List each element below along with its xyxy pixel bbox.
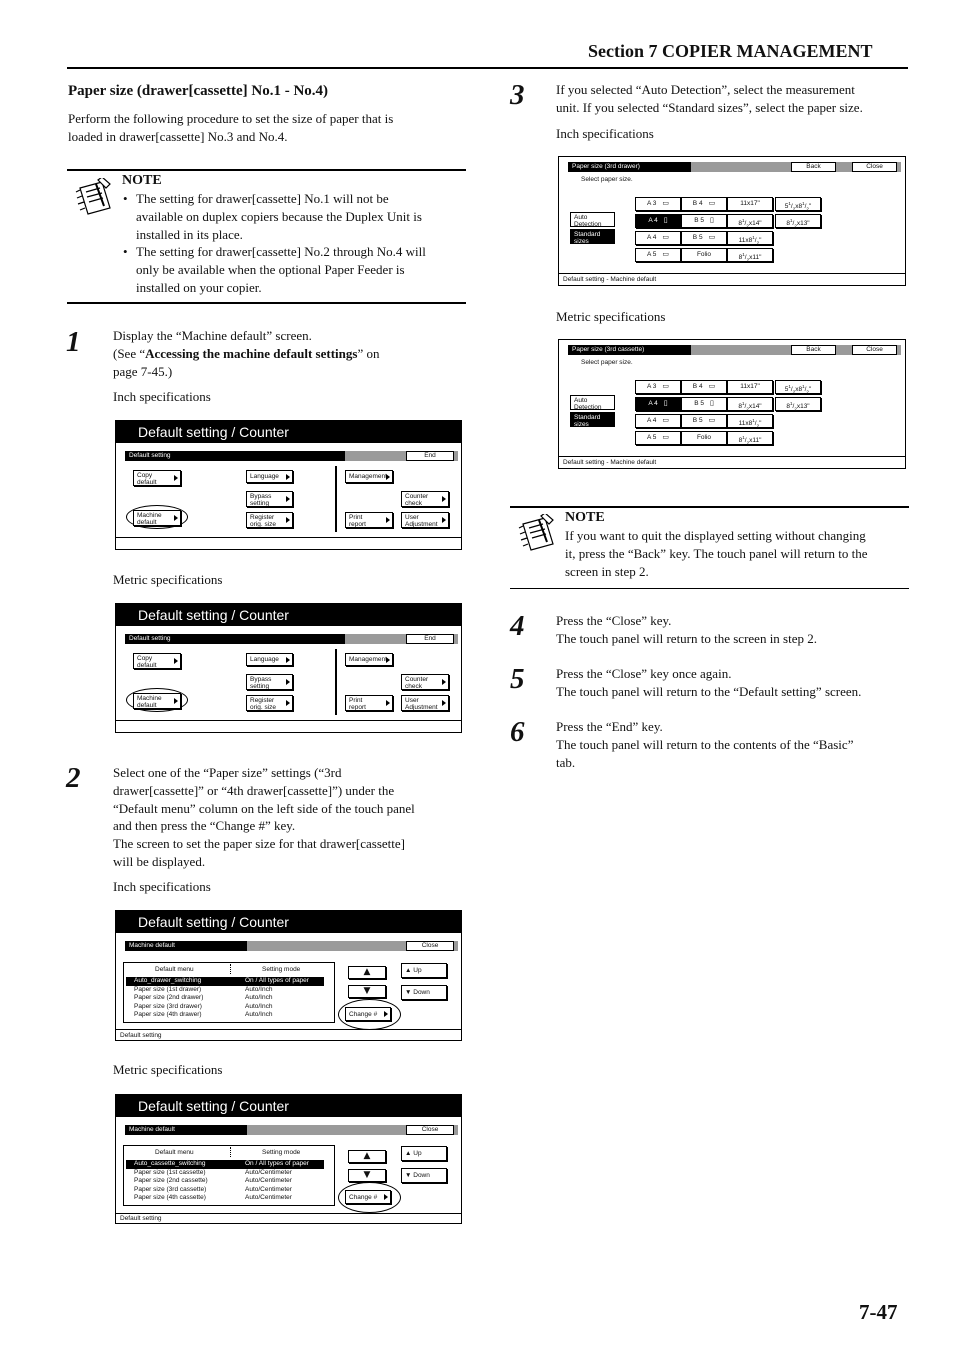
- back-button[interactable]: Back: [791, 345, 836, 355]
- note-rule-top: [510, 506, 909, 508]
- list-item[interactable]: Auto_cassette_switching On / All types of paper: [126, 1160, 324, 1169]
- screen-title: Paper size (3rd cassette): [568, 345, 691, 355]
- note-bullet: • The setting for drawer[cassette] No.2 through No.4 will only be available when the optional Paper Feeder is installed on your copier.: [122, 243, 467, 296]
- copy-default-button[interactable]: Copy default: [133, 653, 181, 669]
- size-11x17-button[interactable]: 11x17": [727, 380, 773, 394]
- step1-text: Display the “Machine default” screen. (See “Accessing the machine default settings” on page 7-45.): [113, 328, 380, 379]
- footer-line: [116, 537, 461, 538]
- counter-check-button[interactable]: Counter check: [401, 674, 449, 690]
- management-button[interactable]: Management: [345, 470, 393, 483]
- step3-text: If you selected “Auto Detection”, select the measurement unit. If you selected “Standard sizes”, select the paper size.: [556, 82, 863, 115]
- machine-default-screen-metric: [115, 1094, 462, 1224]
- section-title: Paper size (drawer[cassette] No.1 - No.4): [68, 83, 329, 99]
- size-a3-button[interactable]: A 3 ▭: [635, 197, 681, 211]
- footer-line: [559, 273, 905, 274]
- footer-line: [559, 456, 905, 457]
- landscape-paper-icon: ▭: [662, 434, 670, 441]
- column-separator: [230, 964, 231, 974]
- size-b5-button[interactable]: B 5 ▯: [681, 214, 727, 228]
- register-orig-size-button[interactable]: Register orig. size: [246, 512, 293, 528]
- close-button[interactable]: Close: [406, 941, 454, 951]
- up-arrow-icon: ▲: [405, 967, 412, 974]
- column-separator: [230, 1147, 231, 1157]
- size-a5-button[interactable]: A 5 ▭: [635, 431, 681, 445]
- landscape-paper-icon: ▭: [708, 417, 716, 424]
- size-a4-button[interactable]: A 4 ▯: [635, 214, 681, 228]
- size-b5r-button[interactable]: B 5 ▭: [681, 414, 727, 428]
- bypass-setting-button[interactable]: Bypass setting: [246, 674, 293, 690]
- divider: [335, 466, 337, 532]
- print-report-button[interactable]: Print report: [345, 512, 393, 528]
- notebook-icon: [72, 178, 116, 222]
- close-button[interactable]: Close: [406, 1125, 454, 1135]
- column-header: Default menu: [155, 966, 194, 973]
- step-number: 1: [66, 326, 81, 358]
- step-number: 4: [510, 610, 525, 642]
- list-item[interactable]: Auto_drawer_switching On / All types of paper: [126, 977, 324, 986]
- column-header: Setting mode: [262, 1149, 301, 1156]
- screen-title: Machine default: [125, 1125, 247, 1135]
- caption-metric: Metric specifications: [113, 1062, 223, 1077]
- copy-default-button[interactable]: Copy default: [133, 470, 181, 486]
- prompt-text: Select paper size.: [581, 176, 633, 183]
- list-item[interactable]: Paper size (4th drawer) Auto/Inch: [134, 1011, 273, 1018]
- prompt-text: Select paper size.: [581, 359, 633, 366]
- change-button[interactable]: Change #: [345, 1007, 391, 1021]
- footer-label: Default setting - Machine default: [563, 276, 657, 283]
- step4-text: Press the “Close” key. The touch panel will return to the screen in step 2.: [556, 613, 818, 646]
- landscape-paper-icon: ▭: [708, 200, 716, 207]
- note-rule-bottom: [510, 588, 909, 589]
- up-arrow-icon: ▲: [405, 1150, 412, 1157]
- list-item[interactable]: Paper size (2nd drawer) Auto/Inch: [134, 994, 273, 1001]
- scroll-down-arrow-icon[interactable]: ▼: [348, 985, 386, 998]
- bypass-setting-button[interactable]: Bypass setting: [246, 491, 293, 507]
- note-text: If you want to quit the displayed setting without changing it, press the “Back” key. The touch panel will return to the screen in step 2.: [565, 528, 868, 579]
- size-8half-x11-button[interactable]: $8^1/_2x11$": [727, 431, 773, 445]
- machine-default-button[interactable]: Machine default: [133, 510, 181, 526]
- page-number: 7-47: [859, 1300, 898, 1324]
- size-8half-x14-button[interactable]: $8^1/_2x14$": [727, 397, 773, 411]
- note-rule-top: [67, 169, 466, 171]
- size-8half-x14-button[interactable]: $8^1/_2x14$": [727, 214, 773, 228]
- size-8half-x13-button[interactable]: $8^1/_2x13$": [775, 214, 821, 228]
- list-item[interactable]: Paper size (1st drawer) Auto/Inch: [134, 985, 273, 993]
- note-list: [122, 190, 467, 297]
- size-5half-x8half-button[interactable]: $5^1/_2x8^1/_2$": [775, 380, 821, 394]
- user-adjustment-button[interactable]: User Adjustment: [401, 512, 449, 528]
- counter-check-button[interactable]: Counter check: [401, 491, 449, 507]
- screen-title: Machine default: [125, 941, 247, 951]
- step5-text: Press the “Close” key once again. The touch panel will return to the “Default setting” screen.: [556, 666, 862, 699]
- step-number: 5: [510, 663, 525, 695]
- size-11x17-button[interactable]: 11x17": [727, 197, 773, 211]
- size-11x8half-button[interactable]: $11x8^1/_2$": [727, 414, 773, 428]
- intro-text: Perform the following procedure to set the size of paper that is loaded in drawer[cassette] No.3 and No.4.: [68, 111, 394, 144]
- size-b5-button[interactable]: B 5 ▯: [681, 397, 727, 411]
- footer-line: [116, 720, 461, 721]
- screen-title: Paper size (3rd drawer): [568, 162, 691, 172]
- screen-title: Default setting: [125, 451, 345, 461]
- down-button[interactable]: ▼ Down: [401, 985, 447, 1000]
- size-5half-x8half-button[interactable]: $5^1/_2x8^1/_2$": [775, 197, 821, 211]
- landscape-paper-icon: ▭: [662, 234, 670, 241]
- size-8half-x13-button[interactable]: $8^1/_2x13$": [775, 397, 821, 411]
- header-rule: [67, 67, 908, 69]
- default-setting-screen-inch: [115, 420, 462, 550]
- portrait-paper-icon: ▯: [663, 400, 668, 407]
- footer-label: Default setting: [120, 1032, 162, 1039]
- portrait-paper-icon: ▯: [709, 217, 714, 224]
- note-title: NOTE: [122, 173, 162, 188]
- size-b4-button[interactable]: B 4 ▭: [681, 197, 727, 211]
- scroll-down-arrow-icon[interactable]: ▼: [348, 1169, 386, 1182]
- divider: [335, 649, 337, 715]
- print-report-button[interactable]: Print report: [345, 695, 393, 711]
- step-number: 2: [66, 762, 81, 794]
- size-a4r-button[interactable]: A 4 ▭: [635, 414, 681, 428]
- landscape-paper-icon: ▭: [662, 417, 670, 424]
- user-adjustment-button[interactable]: User Adjustment: [401, 695, 449, 711]
- caption-inch: Inch specifications: [113, 879, 211, 894]
- down-arrow-icon: ▼: [405, 989, 412, 996]
- caption-metric: Metric specifications: [556, 309, 666, 324]
- notebook-icon: [515, 514, 559, 558]
- landscape-paper-icon: ▭: [662, 200, 670, 207]
- note-rule-bottom: [67, 302, 466, 304]
- default-setting-screen-metric: [115, 603, 462, 733]
- screen-banner: Default setting / Counter: [116, 604, 461, 626]
- up-button[interactable]: ▲ Up: [401, 1146, 447, 1161]
- screen-banner: Default setting / Counter: [116, 1095, 461, 1117]
- footer-label: Default setting: [120, 1215, 162, 1222]
- list-item[interactable]: Paper size (3rd cassette) Auto/Centimeter: [134, 1185, 292, 1193]
- down-arrow-icon: ▼: [405, 1172, 412, 1179]
- list-item[interactable]: Paper size (1st cassette) Auto/Centimeter: [134, 1168, 292, 1176]
- size-a5-button[interactable]: A 5 ▭: [635, 248, 681, 262]
- portrait-paper-icon: ▯: [709, 400, 714, 407]
- footer-line: [116, 1029, 461, 1030]
- close-button[interactable]: Close: [852, 162, 897, 172]
- screen-banner: Default setting / Counter: [116, 911, 461, 933]
- machine-default-screen-inch: [115, 910, 462, 1041]
- size-a4-button[interactable]: A 4 ▯: [635, 397, 681, 411]
- up-button[interactable]: ▲ Up: [401, 963, 447, 978]
- size-a4r-button[interactable]: A 4 ▭: [635, 231, 681, 245]
- column-header: Setting mode: [262, 966, 301, 973]
- portrait-paper-icon: ▯: [663, 217, 668, 224]
- paper-size-screen-inch: [558, 156, 906, 286]
- caption-metric: Metric specifications: [113, 572, 223, 587]
- settings-list: [123, 962, 335, 1023]
- language-button[interactable]: Language: [246, 470, 293, 483]
- screen-title: Default setting: [125, 634, 345, 644]
- landscape-paper-icon: ▭: [662, 251, 670, 258]
- management-button[interactable]: Management: [345, 653, 393, 666]
- landscape-paper-icon: ▭: [708, 383, 716, 390]
- settings-list: [123, 1145, 335, 1206]
- step-number: 6: [510, 716, 525, 748]
- register-orig-size-button[interactable]: Register orig. size: [246, 695, 293, 711]
- step-number: 3: [510, 79, 525, 111]
- landscape-paper-icon: ▭: [708, 234, 716, 241]
- scroll-up-arrow-icon[interactable]: ▲: [348, 1150, 386, 1163]
- standard-sizes-button[interactable]: Standard sizes: [570, 229, 615, 244]
- list-item[interactable]: Paper size (2nd cassette) Auto/Centimeter: [134, 1177, 292, 1184]
- machine-default-button[interactable]: Machine default: [133, 693, 181, 709]
- column-header: Default menu: [155, 1149, 194, 1156]
- size-folio-button[interactable]: Folio: [681, 431, 727, 445]
- caption-inch: Inch specifications: [113, 389, 211, 404]
- list-item[interactable]: Paper size (3rd drawer) Auto/Inch: [134, 1002, 273, 1010]
- size-folio-button[interactable]: Folio: [681, 248, 727, 262]
- size-b5r-button[interactable]: B 5 ▭: [681, 231, 727, 245]
- step2-text: Select one of the “Paper size” settings (“3rd drawer[cassette]” or “4th drawer[cassette]”) under the “Default menu” column on the left side of the touch panel and then press the “Change #” key. The screen to set the paper size for that drawer[cassette] will be displayed.: [113, 765, 415, 869]
- auto-detection-button[interactable]: Auto Detection: [570, 212, 615, 227]
- landscape-paper-icon: ▭: [662, 383, 670, 390]
- list-item[interactable]: Paper size (4th cassette) Auto/Centimeter: [134, 1194, 292, 1201]
- language-button[interactable]: Language: [246, 653, 293, 666]
- step6-text: Press the “End” key. The touch panel will return to the contents of the “Basic” tab.: [556, 719, 854, 770]
- caption-inch: Inch specifications: [556, 126, 654, 141]
- paper-size-screen-metric: [558, 339, 906, 469]
- scroll-up-arrow-icon[interactable]: ▲: [348, 966, 386, 979]
- size-8half-x11-button[interactable]: $8^1/_2x11$": [727, 248, 773, 262]
- change-button[interactable]: Change #: [345, 1190, 391, 1204]
- size-b4-button[interactable]: B 4 ▭: [681, 380, 727, 394]
- end-button[interactable]: End: [406, 634, 454, 644]
- size-a3-button[interactable]: A 3 ▭: [635, 380, 681, 394]
- end-button[interactable]: End: [406, 451, 454, 461]
- close-button[interactable]: Close: [852, 345, 897, 355]
- size-11x8half-button[interactable]: $11x8^1/_2$": [727, 231, 773, 245]
- screen-banner: Default setting / Counter: [116, 421, 461, 443]
- footer-label: Default setting - Machine default: [563, 459, 657, 466]
- standard-sizes-button[interactable]: Standard sizes: [570, 412, 615, 427]
- back-button[interactable]: Back: [791, 162, 836, 172]
- note-bullet: • The setting for drawer[cassette] No.1 will not be available on duplex copiers because the Duplex Unit is installed in its place.: [122, 190, 467, 243]
- section-header: Section 7 COPIER MANAGEMENT: [588, 41, 873, 61]
- note-title: NOTE: [565, 510, 605, 525]
- footer-line: [116, 1213, 461, 1214]
- down-button[interactable]: ▼ Down: [401, 1168, 447, 1183]
- auto-detection-button[interactable]: Auto Detection: [570, 395, 615, 410]
